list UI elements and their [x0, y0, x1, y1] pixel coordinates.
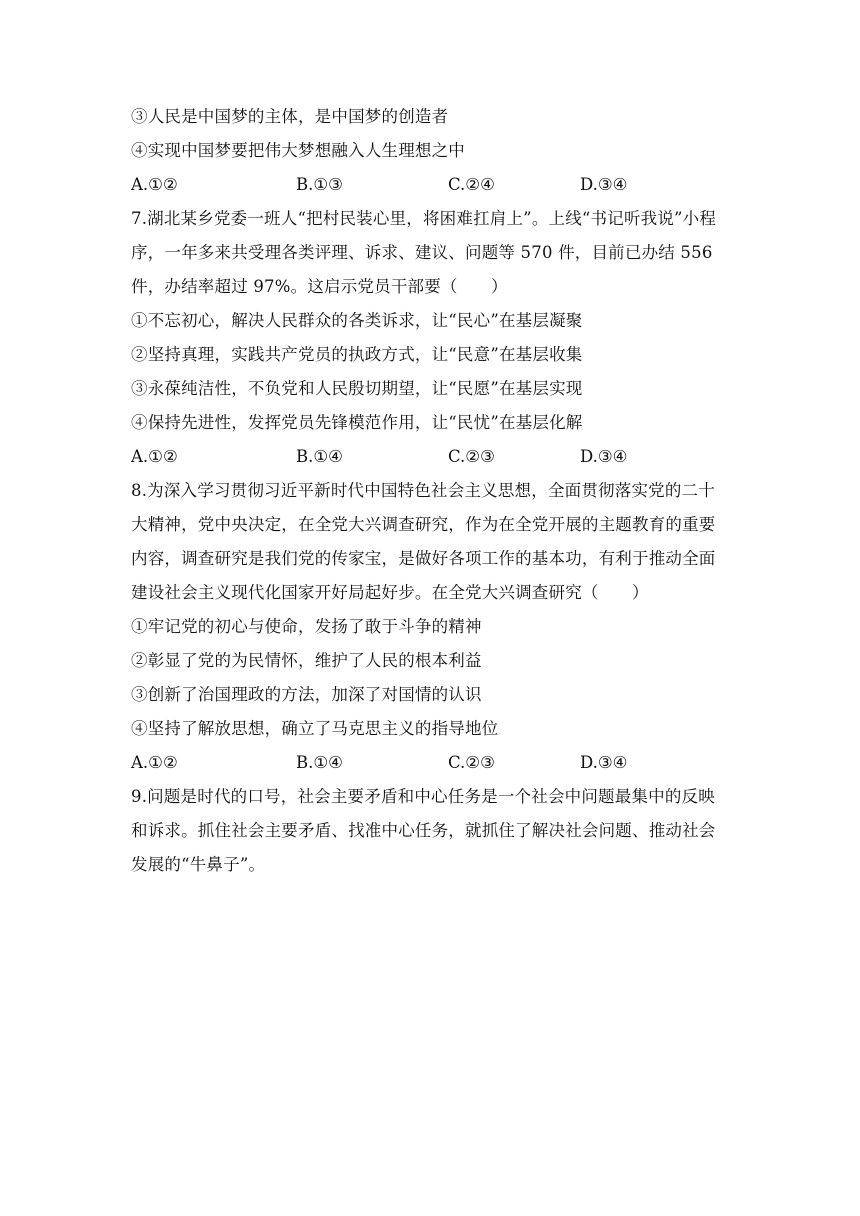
option-b: B.①④ [296, 447, 343, 466]
question-8 [131, 474, 731, 780]
question-stem-line: 7.湖北某乡党委一班人“把村民装心里，将困难扛肩上”。上线“书记听我说”小程 [131, 209, 717, 228]
option-d: D.③④ [580, 753, 628, 772]
option-a: A.①② [131, 447, 178, 466]
answer-options [131, 440, 731, 474]
answer-options [131, 168, 731, 202]
statement-3: ③人民是中国梦的主体，是中国梦的创造者 [131, 107, 449, 126]
question-stem-line: 件，办结率超过 97%。这启示党员干部要（ ） [131, 277, 508, 296]
statement-1: ①牢记党的初心与使命，发扬了敢于斗争的精神 [131, 617, 482, 636]
statement-2: ②彰显了党的为民情怀，维护了人民的根本利益 [131, 651, 482, 670]
question-stem-line: 8.为深入学习贯彻习近平新时代中国特色社会主义思想，全面贯彻落实党的二十 [131, 481, 715, 500]
question-stem-line: 大精神，党中央决定，在全党大兴调查研究，作为在全党开展的主题教育的重要 [131, 515, 716, 534]
question-stem-line: 建设社会主义现代化国家开好局起好步。在全党大兴调查研究（ ） [131, 583, 649, 602]
statement-4: ④保持先进性，发挥党员先锋模范作用，让“民忧”在基层化解 [131, 413, 583, 432]
statement-3: ③创新了治国理政的方法，加深了对国情的认识 [131, 685, 482, 704]
question-9 [131, 780, 731, 882]
option-b: B.①③ [296, 175, 343, 194]
option-d: D.③④ [580, 175, 628, 194]
statement-4: ④坚持了解放思想，确立了马克思主义的指导地位 [131, 719, 499, 738]
statement-3: ③永葆纯洁性，不负党和人民殷切期望，让“民愿”在基层实现 [131, 379, 583, 398]
question-stem-line: 和诉求。抓住社会主要矛盾、找准中心任务，就抓住了解决社会问题、推动社会 [131, 821, 716, 840]
option-c: C.②③ [448, 447, 495, 466]
question-6-tail [131, 100, 731, 202]
option-d: D.③④ [580, 447, 628, 466]
option-a: A.①② [131, 753, 178, 772]
exam-content [131, 100, 731, 882]
option-c: C.②④ [448, 175, 495, 194]
option-c: C.②③ [448, 753, 495, 772]
question-7 [131, 202, 731, 474]
statement-1: ①不忘初心，解决人民群众的各类诉求，让“民心”在基层凝聚 [131, 311, 583, 330]
statement-4: ④实现中国梦要把伟大梦想融入人生理想之中 [131, 141, 465, 160]
question-stem-line: 9.问题是时代的口号，社会主要矛盾和中心任务是一个社会中问题最集中的反映 [131, 787, 715, 806]
statement-2: ②坚持真理，实践共产党员的执政方式，让“民意”在基层收集 [131, 345, 583, 364]
question-stem-line: 发展的“牛鼻子”。 [131, 855, 266, 874]
question-stem-line: 序，一年多来共受理各类评理、诉求、建议、问题等 570 件，目前已办结 556 [131, 243, 713, 262]
answer-options [131, 746, 731, 780]
option-a: A.①② [131, 175, 178, 194]
question-stem-line: 内容，调查研究是我们党的传家宝，是做好各项工作的基本功，有利于推动全面 [131, 549, 716, 568]
option-b: B.①④ [296, 753, 343, 772]
